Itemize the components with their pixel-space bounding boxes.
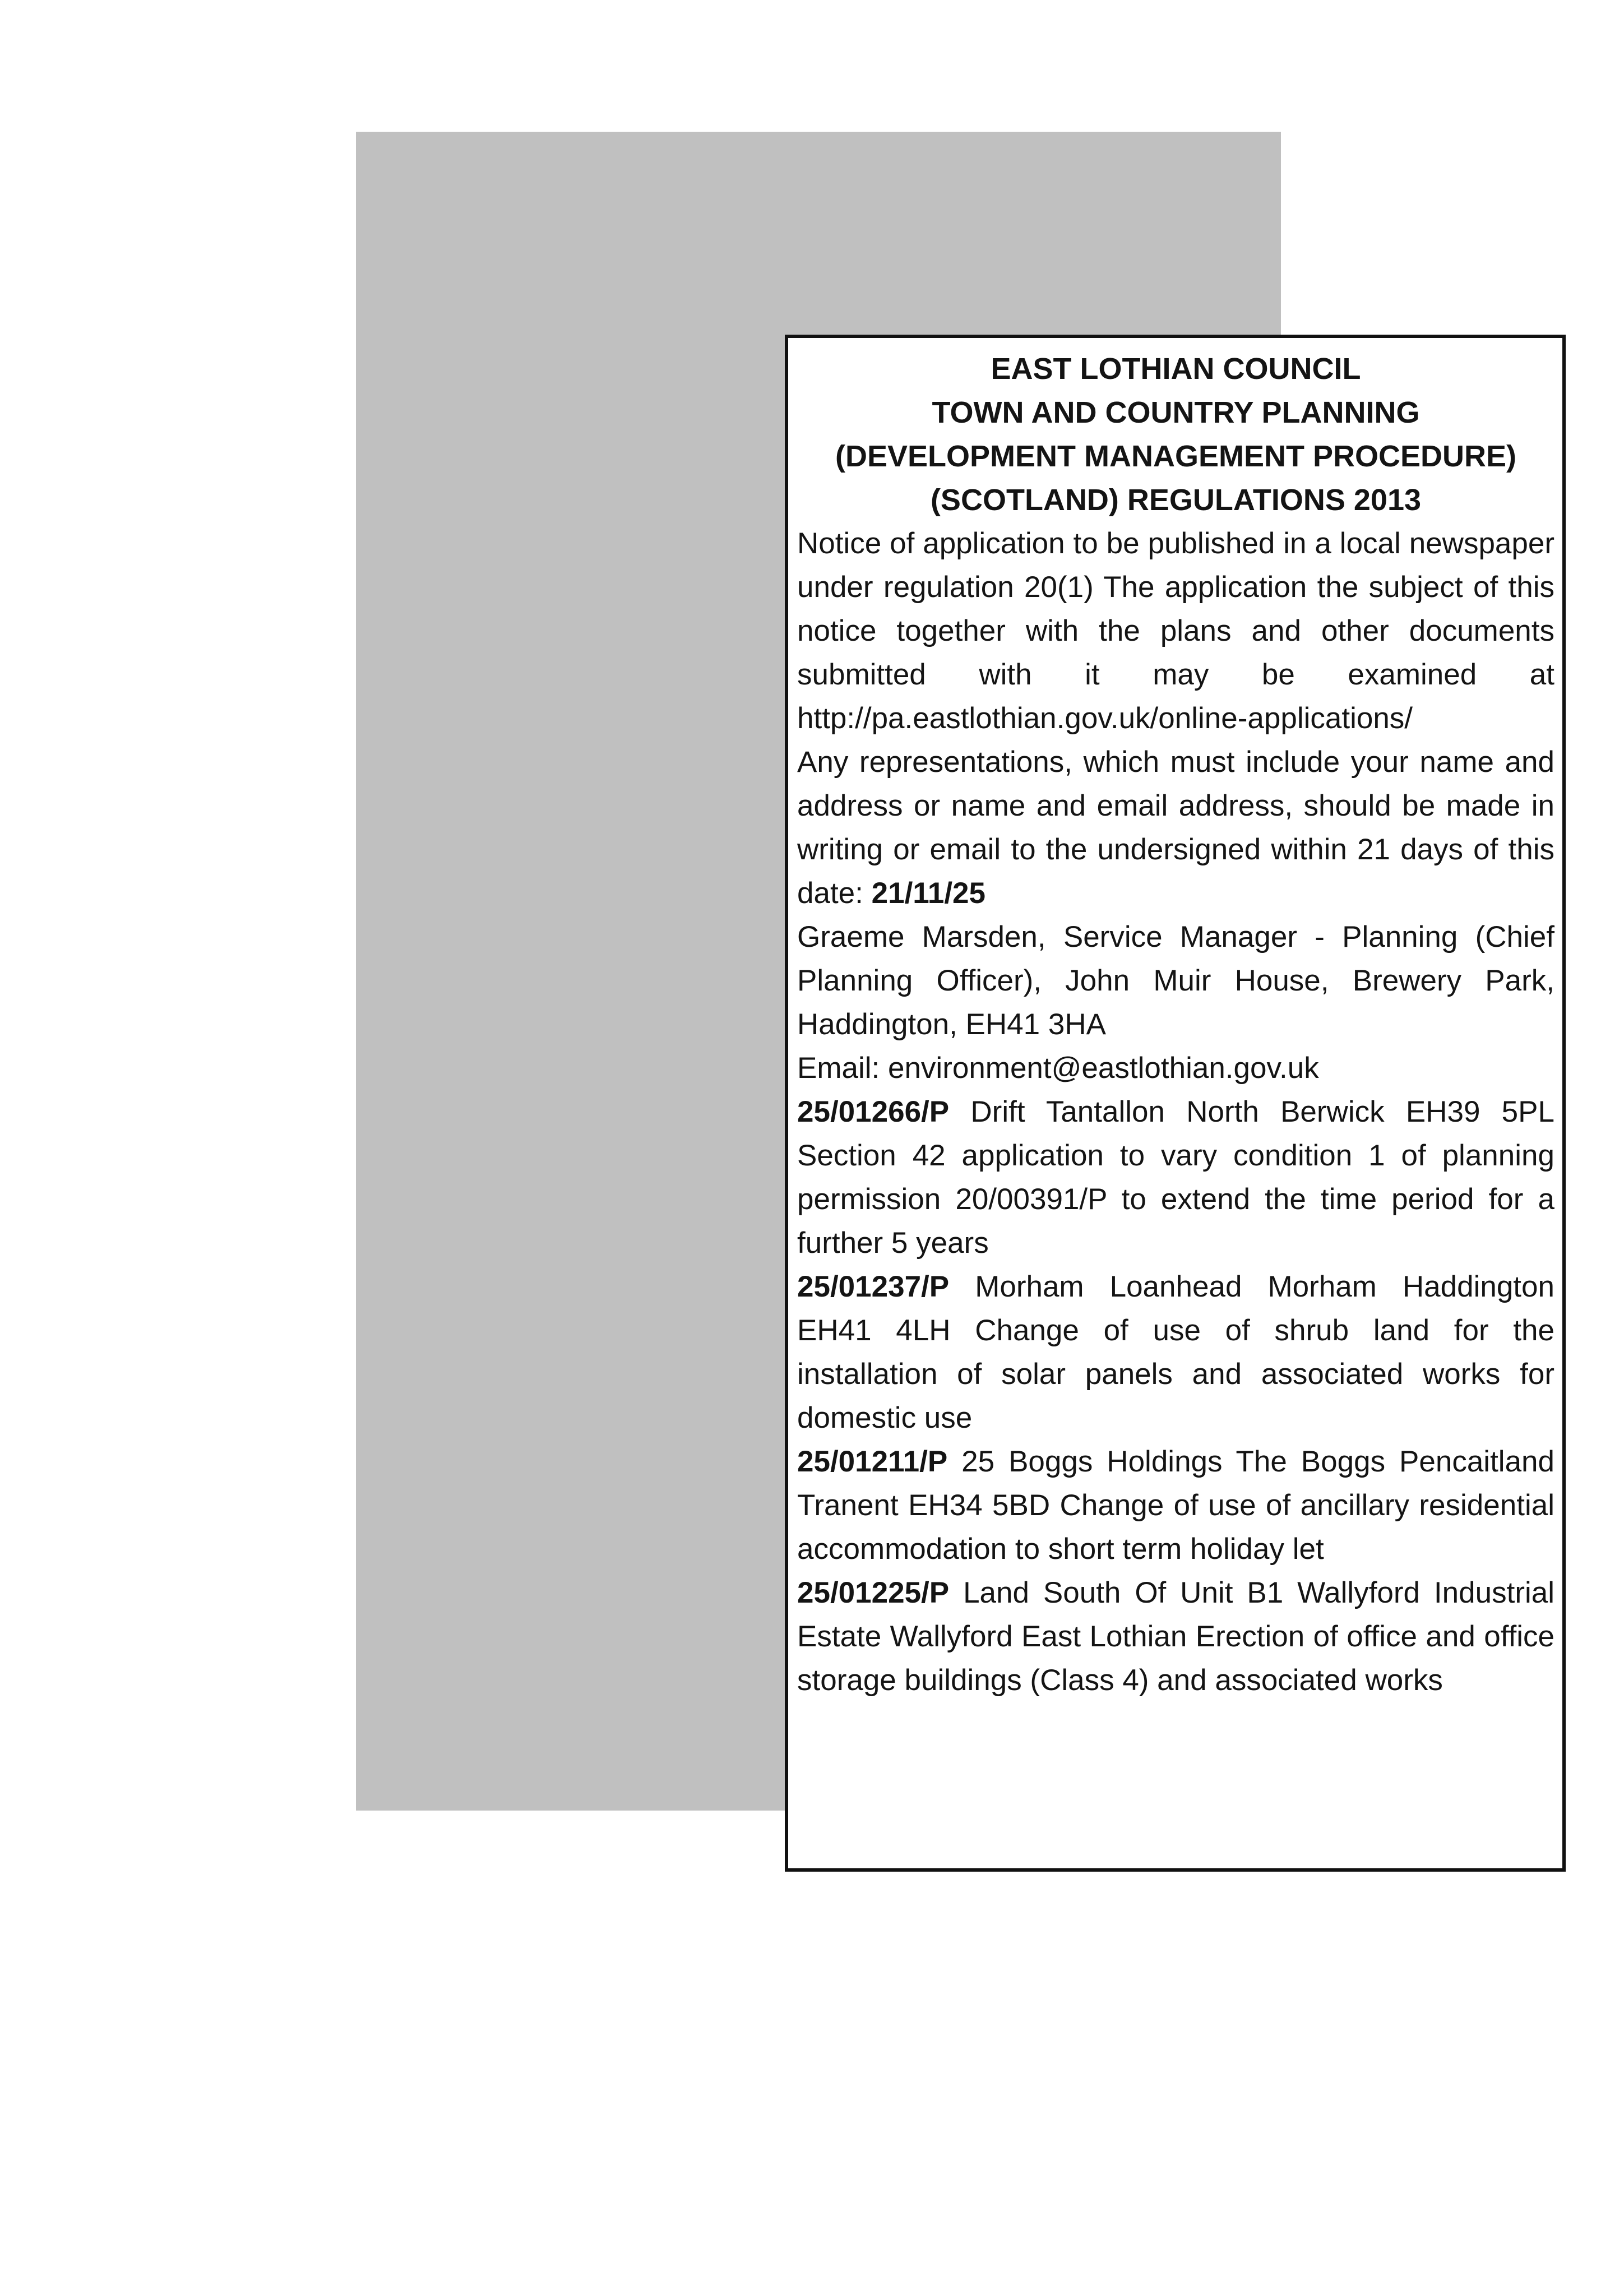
application-reference: 25/01266/P [797, 1095, 950, 1128]
representations-paragraph [797, 740, 1554, 915]
planning-notice [785, 335, 1566, 1872]
application-entry [797, 1571, 1554, 1702]
representations-text: Any representations, which must include your name and address or name and email address, should be made in writing or email to the undersigned within 21 days of this date: [797, 746, 1554, 910]
application-reference: 25/01237/P [797, 1270, 950, 1303]
signatory-block: Graeme Marsden, Service Manager - Planning (Chief Planning Officer), John Muir House, Brewery Park, Haddington, EH41 3HA [797, 920, 1554, 1041]
application-description: Morham Loanhead Morham Haddington EH41 4LH Change of use of shrub land for the installation of solar panels and associated works for domestic use [797, 1270, 1554, 1434]
heading-line-act: TOWN AND COUNTRY PLANNING [932, 396, 1420, 429]
application-description: 25 Boggs Holdings The Boggs Pencaitland Tranent EH34 5BD Change of use of ancillary residential accommodation to short term holiday let [797, 1445, 1554, 1566]
application-reference: 25/01211/P [797, 1445, 948, 1478]
notice-intro: Notice of application to be published in a local newspaper under regulation 20(1) The application the subject of this notice together with the plans and other documents submitted with it may be examined at http://pa.eastlothian.gov.uk/online-applications/ [797, 527, 1554, 735]
notice-date: 21/11/25 [871, 877, 986, 910]
application-description: Land South Of Unit B1 Wallyford Industrial Estate Wallyford East Lothian Erection of office and office storage buildings (Class 4) and associated works [797, 1576, 1554, 1697]
heading-line-regulations: (SCOTLAND) REGULATIONS 2013 [930, 483, 1422, 517]
application-description: Drift Tantallon North Berwick EH39 5PL Section 42 application to vary condition 1 of planning permission 20/00391/P to extend the time period for a further 5 years [797, 1095, 1554, 1260]
application-entry [797, 1090, 1554, 1265]
application-entry [797, 1265, 1554, 1440]
heading-line-council: EAST LOTHIAN COUNCIL [991, 352, 1361, 386]
contact-email: Email: environment@eastlothian.gov.uk [797, 1052, 1319, 1085]
application-entry [797, 1440, 1554, 1571]
notice-heading [797, 347, 1554, 522]
notice-background-panel [356, 132, 1554, 1811]
application-reference: 25/01225/P [797, 1576, 950, 1609]
heading-line-procedure: (DEVELOPMENT MANAGEMENT PROCEDURE) [835, 439, 1517, 473]
